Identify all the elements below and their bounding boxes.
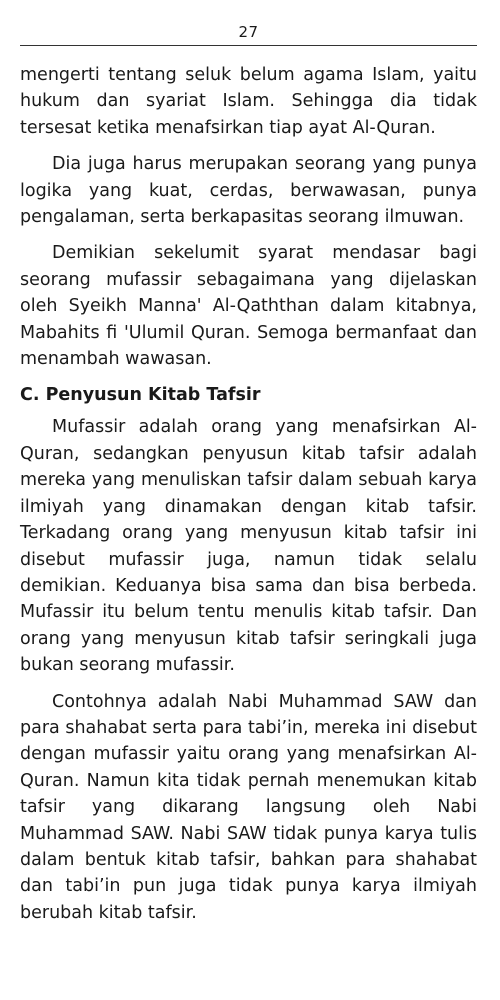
paragraph-example: Contohnya adalah Nabi Muhammad SAW dan para shahabat serta para tabi’in, mereka ini disebut dengan mufassir yaitu orang yang menafsirkan Al-Quran. Namun kita tidak pernah menemukan kitab tafsir yang dikarang langsung oleh Nabi Muhammad SAW. Nabi SAW tidak punya karya tulis dalam bentuk kitab tafsir, bahkan para shahabat dan tabi’in pun juga tidak punya karya ilmiyah berubah kitab tafsir.: [20, 691, 477, 923]
book-page: [20, 0, 477, 1000]
section-heading: C. Penyusun Kitab Tafsir: [20, 385, 261, 406]
page-number: 27: [238, 23, 259, 41]
header-divider: [20, 45, 477, 46]
paragraph-mufassir-qualities: Dia juga harus merupakan seorang yang punya logika yang kuat, cerdas, berwawasan, punya pengalaman, serta berkapasitas seorang ilmuwan.: [20, 154, 477, 228]
paragraph-definition: Mufassir adalah orang yang menafsirkan Al-Quran, sedangkan penyusun kitab tafsir adalah mereka yang menuliskan tafsir dalam sebuah karya ilmiyah yang dinamakan dengan kitab tafsir. Terkadang orang yang menyusun kitab tafsir ini disebut mufassir juga, namun tidak selalu demikian. Keduanya bisa sama dan bisa berbeda. Mufassir itu belum tentu menulis kitab tafsir. Dan orang yang menyusun kitab tafsir seringkali juga bukan seorang mufassir.: [20, 417, 477, 676]
paragraph-continuation: mengerti tentang seluk belum agama Islam, yaitu hukum dan syariat Islam. Sehingga dia tidak tersesat ketika menafsirkan tiap ayat Al-Quran.: [20, 65, 477, 138]
paragraph-conclusion: Demikian sekelumit syarat mendasar bagi seorang mufassir sebagaimana yang dijelaskan oleh Syeikh Manna' Al-Qaththan dalam kitabnya, Mabahits fi 'Ulumil Quran. Semoga bermanfaat dan menambah wawasan.: [20, 243, 477, 370]
page-body: [20, 62, 477, 926]
